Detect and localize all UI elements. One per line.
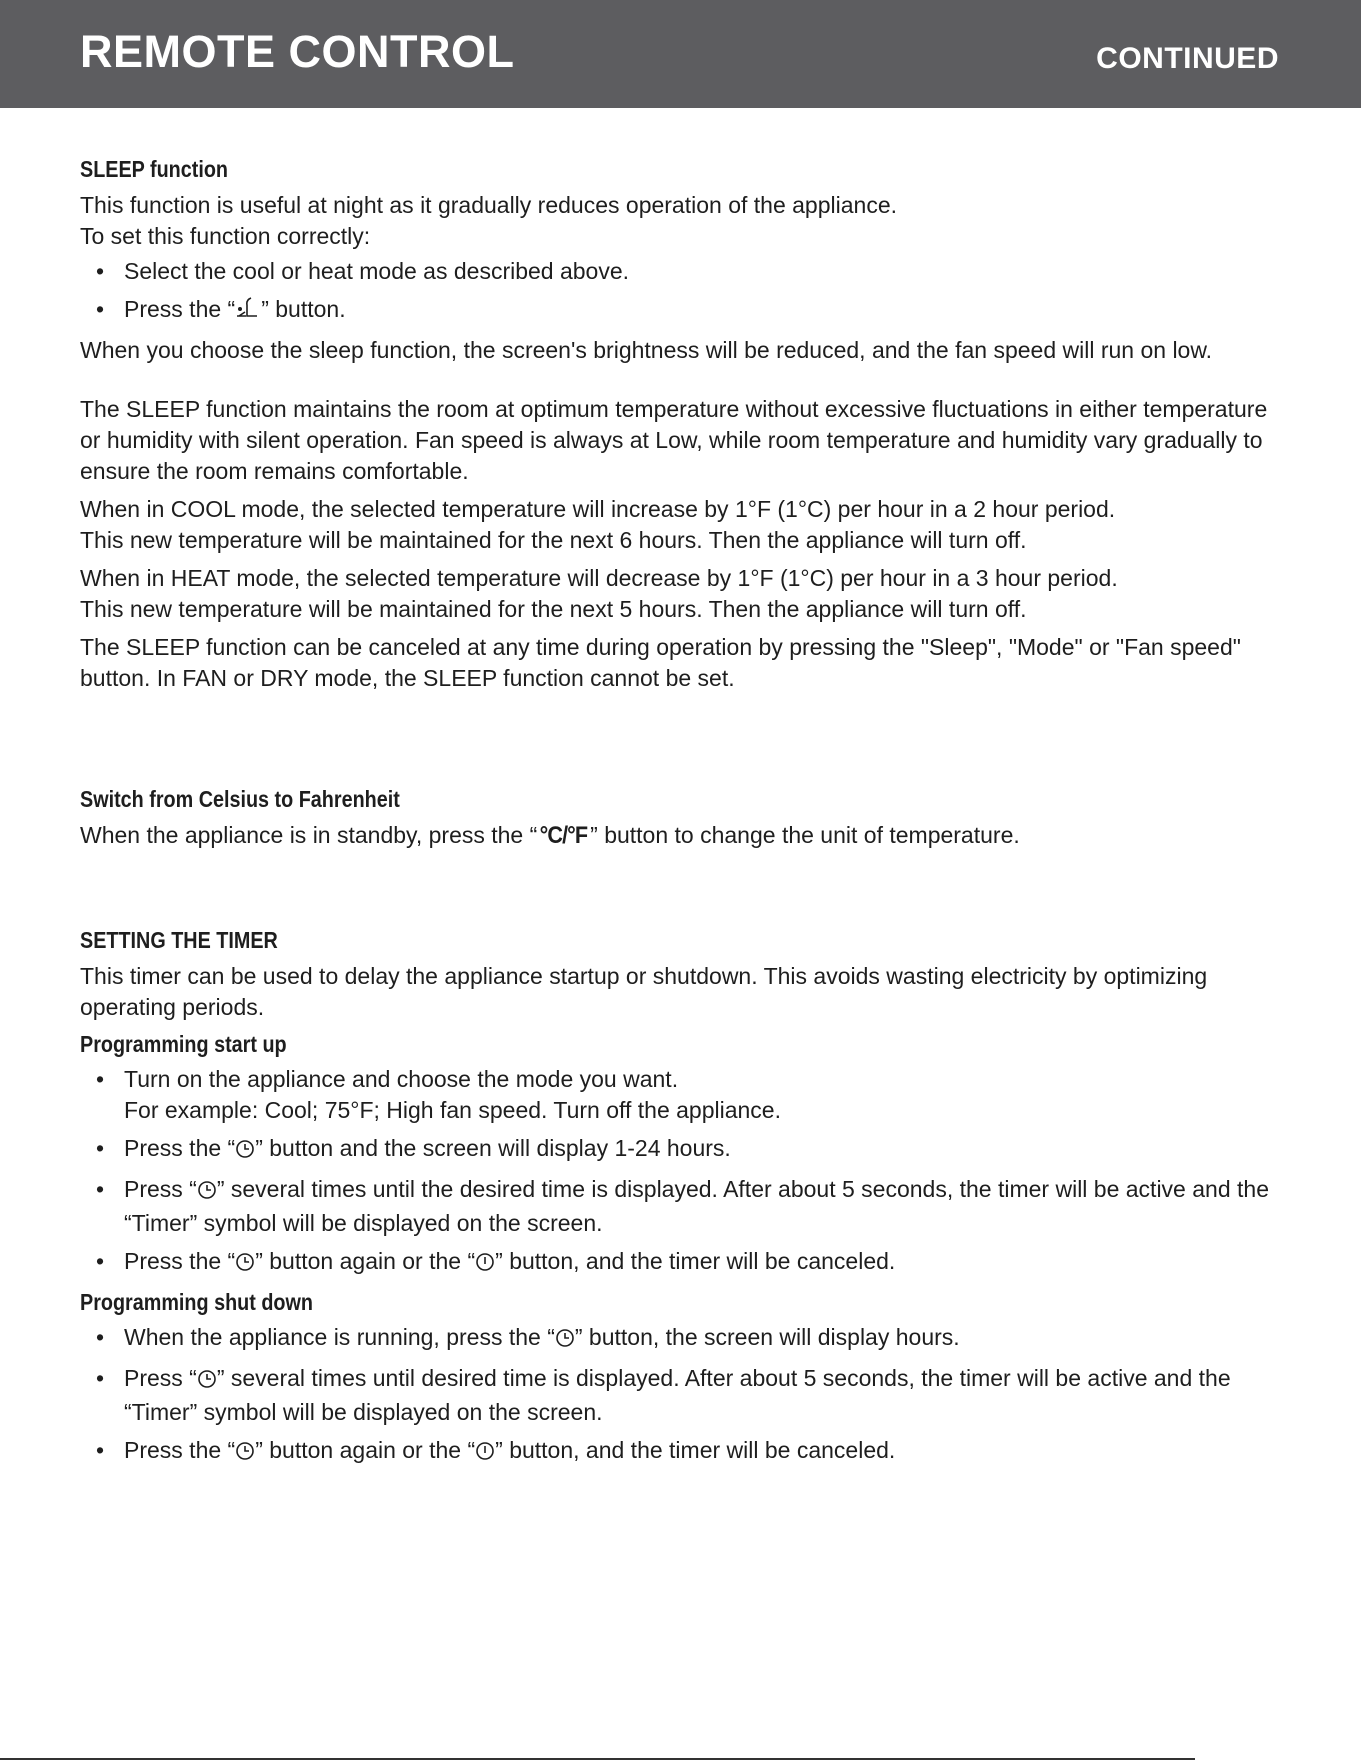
shut-down-step-3-pre: Press the “ <box>124 1437 236 1463</box>
sleep-paragraph-1: The SLEEP function maintains the room at optimum temperature without excessive fluctuations in either temperature or humidity with silent operation. Fan speed is always at Low, while room temperature and humidity vary gradually to ensure the room remains comfortable. <box>80 396 1268 484</box>
start-up-step-2-post: ” button and the screen will display 1-24 hours. <box>255 1135 731 1161</box>
clock-icon <box>197 1177 217 1208</box>
shut-down-step-1-post: ” button, the screen will display hours. <box>574 1324 960 1350</box>
manual-content <box>80 154 1280 1476</box>
start-up-step-2 <box>80 1133 1280 1167</box>
sleep-step-2-post: ” button. <box>261 296 346 322</box>
start-up-steps <box>80 1064 1280 1280</box>
switch-units-text <box>80 820 1280 851</box>
start-up-step-3-post: ” several times until the desired time is displayed. After about 5 seconds, the timer will be active and the “Timer” symbol will be displayed on the screen. <box>124 1176 1269 1236</box>
start-up-step-1 <box>80 1064 1280 1126</box>
clock-icon <box>235 1136 255 1167</box>
power-icon <box>475 1438 495 1469</box>
sleep-heat-2: This new temperature will be maintained for the next 5 hours. Then the appliance will turn off. <box>80 596 1027 622</box>
sleep-after: When you choose the sleep function, the screen's brightness will be reduced, and the fan speed will run on low. <box>80 337 1213 363</box>
timer-intro: This timer can be used to delay the appliance startup or shutdown. This avoids wasting electricity by optimizing operating periods. <box>80 963 1208 1020</box>
shut-down-step-3 <box>80 1435 1280 1469</box>
switch-units-post: ” button to change the unit of temperature. <box>590 822 1020 848</box>
sleep-steps <box>80 256 1280 328</box>
shut-down-step-2-post: ” several times until desired time is displayed. After about 5 seconds, the timer will be active and the “Timer” symbol will be displayed on the screen. <box>124 1365 1231 1425</box>
sleep-step-2 <box>80 294 1280 328</box>
clock-icon <box>235 1438 255 1469</box>
start-up-step-1-line1: Turn on the appliance and choose the mode you want. <box>124 1066 679 1092</box>
sleep-intro-1: This function is useful at night as it gradually reduces operation of the appliance. <box>80 192 897 218</box>
shut-down-step-2 <box>80 1363 1280 1428</box>
start-up-step-4-post: ” button, and the timer will be canceled. <box>495 1248 896 1274</box>
sleep-step-1 <box>80 256 1280 287</box>
switch-units-pre: When the appliance is in standby, press the “ <box>80 822 538 848</box>
shut-down-step-2-pre: Press “ <box>124 1365 197 1391</box>
start-up-step-4-pre: Press the “ <box>124 1248 236 1274</box>
continued-label: CONTINUED <box>1096 42 1279 75</box>
shut-down-steps <box>80 1322 1280 1469</box>
page-title: REMOTE CONTROL <box>80 26 515 77</box>
sleep-step-2-pre: Press the “ <box>124 296 236 322</box>
sleep-cancel: The SLEEP function can be canceled at any time during operation by pressing the "Sleep", "Mode" or "Fan speed" button. In FAN or DRY mode, the SLEEP function cannot be set. <box>80 634 1241 691</box>
sleep-heading: SLEEP function <box>80 156 229 182</box>
shut-down-heading: Programming shut down <box>80 1289 313 1315</box>
start-up-heading: Programming start up <box>80 1031 287 1057</box>
sleep-icon <box>235 296 261 328</box>
sleep-heat-1: When in HEAT mode, the selected temperature will decrease by 1°F (1°C) per hour in a 3 hour period. <box>80 565 1118 591</box>
start-up-step-1-line2: For example: Cool; 75°F; High fan speed. Turn off the appliance. <box>124 1097 781 1123</box>
shut-down-step-1 <box>80 1322 1280 1356</box>
start-up-step-4-mid: ” button again or the “ <box>255 1248 476 1274</box>
celsius-fahrenheit-icon: °C/°F <box>539 822 588 849</box>
clock-icon <box>197 1366 217 1397</box>
shut-down-step-3-mid: ” button again or the “ <box>255 1437 476 1463</box>
clock-icon <box>235 1249 255 1280</box>
switch-units-heading: Switch from Celsius to Fahrenheit <box>80 786 400 812</box>
sleep-intro-2: To set this function correctly: <box>80 223 371 249</box>
timer-heading: SETTING THE TIMER <box>80 927 278 953</box>
page-header <box>0 0 1361 108</box>
start-up-step-2-pre: Press the “ <box>124 1135 236 1161</box>
start-up-step-3-pre: Press “ <box>124 1176 197 1202</box>
power-icon <box>475 1249 495 1280</box>
sleep-cool-2: This new temperature will be maintained for the next 6 hours. Then the appliance will turn off. <box>80 527 1027 553</box>
start-up-step-4 <box>80 1246 1280 1280</box>
shut-down-step-3-post: ” button, and the timer will be canceled. <box>495 1437 896 1463</box>
clock-icon <box>555 1325 575 1356</box>
sleep-step-1-text: Select the cool or heat mode as described above. <box>124 258 630 284</box>
start-up-step-3 <box>80 1174 1280 1239</box>
shut-down-step-1-pre: When the appliance is running, press the “ <box>124 1324 555 1350</box>
sleep-cool-1: When in COOL mode, the selected temperature will increase by 1°F (1°C) per hour in a 2 hour period. <box>80 496 1116 522</box>
footer-rule <box>0 1758 1195 1760</box>
